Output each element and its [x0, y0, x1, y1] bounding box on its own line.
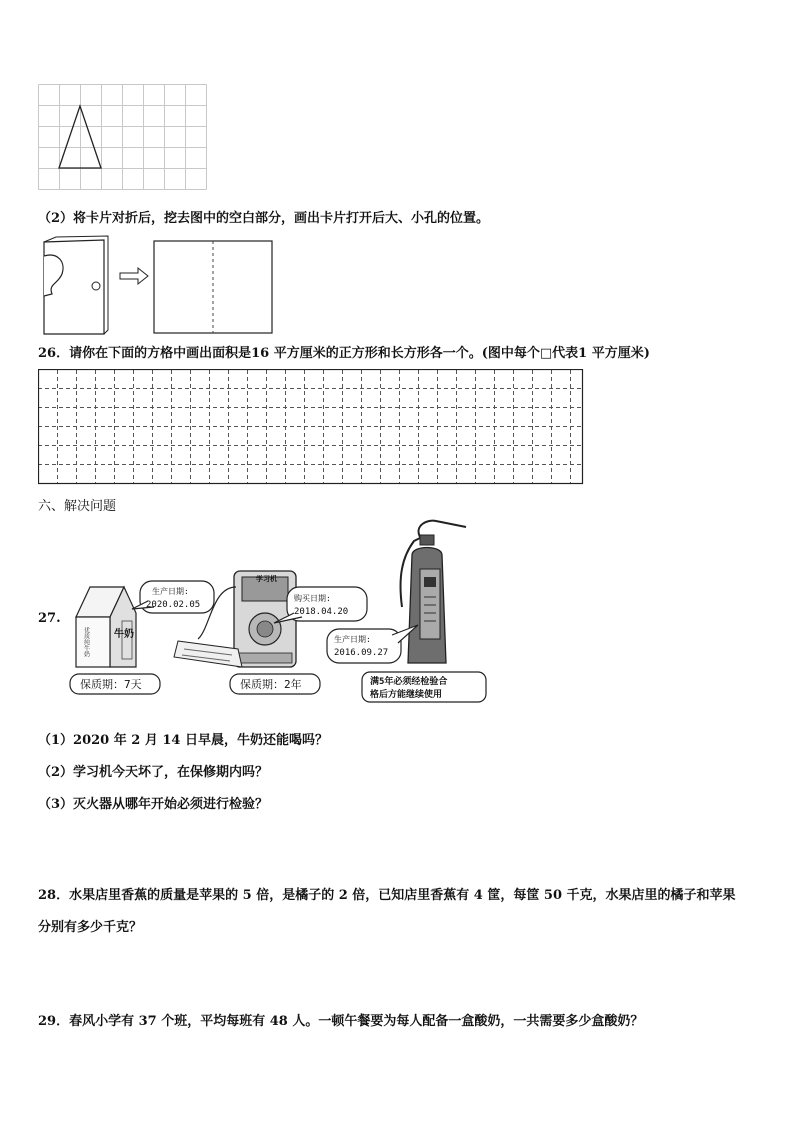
- milk-bubble-date: 2020.02.05: [146, 600, 201, 610]
- milk-side-text: 优质纯牛奶: [82, 627, 90, 657]
- section-6-title: 六、解决问题: [38, 499, 117, 514]
- milk-shelf-life: 保质期：7天: [80, 678, 142, 691]
- milk-bubble-title: 生产日期:: [152, 587, 189, 596]
- part2-instruction: （2）将卡片对折后，挖去图中的空白部分，画出卡片打开后大、小孔的位置。: [38, 211, 490, 226]
- question-27-number: 27.: [38, 611, 61, 626]
- fire-extinguisher-icon: [401, 521, 467, 663]
- device-bubble-title: 购买日期:: [294, 594, 331, 603]
- question-29: 29．春风小学有 37 个班，平均每班有 48 人。一顿午餐要为每人配备一盒酸奶，一共需要多少盒酸奶？: [38, 1014, 644, 1029]
- device-warranty: 保质期：2年: [240, 678, 302, 691]
- card-fold-figure: [38, 234, 278, 340]
- question-27-sub3: （3）灭火器从哪年开始必须进行检验？: [38, 797, 269, 812]
- device-bubble-date: 2018.04.20: [294, 607, 349, 617]
- question-27-sub2: （2）学习机今天坏了，在保修期内吗？: [38, 765, 269, 780]
- question-26: 26．请你在下面的方格中画出面积是16 平方厘米的正方形和长方形各一个。(图中每个□代表1 平方厘米): [38, 346, 650, 361]
- extinguisher-notice-line1: 满5年必须经检验合: [370, 677, 448, 687]
- device-screen-label: 学习机: [256, 575, 277, 583]
- dashed-grid-26: [38, 369, 586, 491]
- question-28-line1: 28．水果店里香蕉的质量是苹果的 5 倍，是橘子的 2 倍，已知店里香蕉有 4 筐，每筐 50 千克，水果店里的橘子和苹果: [38, 888, 736, 903]
- milk-carton-label: 牛奶: [114, 629, 134, 640]
- question-27-sub1: （1）2020 年 2 月 14 日早晨，牛奶还能喝吗？: [38, 733, 328, 748]
- extinguisher-bubble-date: 2016.09.27: [334, 648, 389, 658]
- question-28-line2: 分别有多少千克？: [38, 920, 143, 935]
- q27-illustration: [62, 517, 492, 707]
- triangle-grid-figure: [38, 84, 210, 198]
- extinguisher-bubble-title: 生产日期:: [334, 635, 371, 644]
- extinguisher-notice-line2: 格后方能继续使用: [370, 690, 443, 700]
